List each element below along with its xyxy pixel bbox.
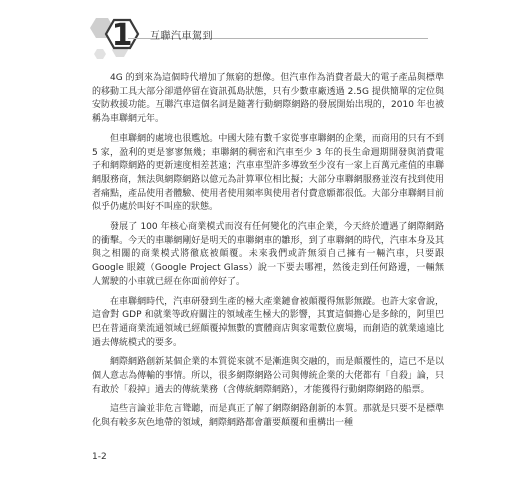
paragraph: 在車聯網時代，汽車研發到生產的極大產業鏈會被顛覆得無影無蹤。也許大家會說，這會對 GDP 和就業等政府關注的領域產生極大的影響，其實這個擔心是多餘的，阿里巴巴在普通商業流通領域已經顛覆掉無數的實體商店與家電數位廣場，而創造的就業遠遠比過去傳統模式的要多。 <box>92 296 444 348</box>
body-text <box>92 72 444 437</box>
paragraph: 4G 的到來為這個時代增加了無窮的想像。但汽車作為消費者最大的電子產品與標準的移動工具大部分卻還停留在資訊孤島狀態，只有少數車廠透過 2.5G 提供簡單的定位與安防救援功能。互聯汽車這個名詞是隨著行動網際網路的發展開始出現的，2010 年也被稱為車聯網元年。 <box>92 73 444 125</box>
page-number: 1-2 <box>92 452 107 462</box>
paragraph: 這些言論並非危言聳聽，而是真正了解了網際網路創新的本質。那就是只要不是標準化與有較多灰色地帶的領域，網際網路都會蕭要顛覆和重構出一種 <box>92 404 444 429</box>
paragraph: 網際網路創新某個企業的本質從來就不是漸進與交融的，而是顛覆性的，這已不是以個人意志為傳輸的事情。所以，很多網際網路公司與傳統企業的大佬都有「自殺」論，只有敢於「殺掉」過去的傳統業務（含傳統網際網路），才能獲得行動網際網路的船票。 <box>92 357 444 395</box>
paragraph: 發展了 100 年核心商業模式而沒有任何變化的汽車企業，今天終於遭遇了網際網路的衝擊。今天的車聯網剛好是明天的車聯網車的雛形，到了車聯網的時代，汽車本身及其與之相關的商業模式將徹底被顛覆。未來我們或許無須自己擁有一輛汽車，只要跟 Google 眼鏡（Google Project Glass）說一下要去哪裡，然後走到任何路邊，一輛無人駕駛的小車就已經在你面前停好了。 <box>92 222 444 287</box>
chapter-number: 1 <box>111 18 133 53</box>
paragraph: 但車聯網的處境也很尷尬。中國大陸有數千家從事車聯網的企業，而商用的只有不到 5 家，盈利的更是寥寥無幾；車聯網的稠密和汽車至少 3 年的長生命週期開發與消費電子和網際網路的更新速度相差甚遠；汽車車型許多導致至少沒有一家上百萬元產值的車聯網服務商，無法與網際網路以億元為計算單位相比擬；大部分車聯網服務並沒有找到使用者痛點，產品使用者體驗、使用者使用頻率與使用者付費意願都很低。大部分車聯網目前似乎仍處於叫好不叫座的狀態。 <box>92 133 444 213</box>
chapter-title: 互聯汽車駕到 <box>150 31 213 42</box>
